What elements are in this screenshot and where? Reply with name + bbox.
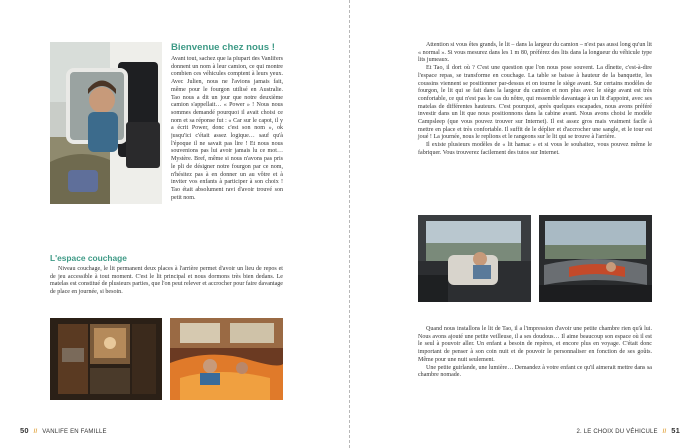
right-paragraph-3: Il existe plusieurs modèles de « lit hamac » et si vous le souhaitez, vous pouvez même le fabriquer. Vous trouverez facilement des tutos sur Internet. [418, 142, 652, 156]
intro-text-column [171, 56, 283, 244]
intro-paragraph: Avant tout, sachez que la plupart des Vanlifers donnent un nom à leur camion, ce qui montre combien ces véhicules comptent à leurs yeux. Avec Julien, nous ne l'avions jamais fait, même pour le fourgon utilisé en Australie. Tao nous a dit un jour que notre deuxième camion s'appellait… « Power » ! Nous nous sommes demandé pourquoi il avait choisi ce nom et sa réponse fut : « Car sur le capot, il y a écrit Power, donc c'est son nom », ok jusqu'ici c'était assez logique… sauf qu'à l'époque il ne savait pas lire ! Et nous nous souvenions pas lui avoir jamais lu ce mot… Mystère. Bref, même si nous n'avons pas pris le pli de désigner notre fourgon par ce nom, n'hésitez pas à en donner un au vôtre et à inviter vos enfants à participer à son choix ! Tao était absolument ravi d'avoir trouvé son petit nom. [171, 56, 283, 201]
right-folio-chapter: 2. LE CHOIX DU VÉHICULE [576, 429, 658, 435]
left-page-number: 50 [20, 426, 29, 435]
photo-kids-on-bed [170, 318, 283, 400]
photo-child-in-van-window [50, 42, 162, 204]
left-folio [20, 426, 107, 435]
heading-welcome: Bienvenue chez nous ! [171, 42, 275, 53]
right-paragraph-5: Une petite guirlande, une lumière… Demandez à votre enfant ce qu'il aimerait mettre dans sa chambre nomade. [418, 364, 652, 379]
right-paragraph-1: Attention si vous êtes grands, le lit – dans la largeur du camion – n'est pas aussi long qu'un lit « normal ». Si vous mesurez dans les 1 m 80, préférez des lits dans la longueur du véhicule type lits jumeaux. [418, 42, 652, 64]
sleeping-text-block [50, 266, 283, 297]
right-paragraph-2: Et Tao, il dort où ? C'est une question que l'on nous pose souvent. La dînette, c'est-à-dire l'espace repas, se transforme en couchage. La table se baisse à hauteur de la banquette, les coussins viennent se positionner par-dessus et on tourne le siège avant. Sur certains modèles de fourgon, le lit qui se fait dans la largeur du camion et non plus avec le siège avant est très confortable, ce qui n'est pas le cas du nôtre, qui ressemble davantage à un lit d'appoint, avec ses matelas de différentes hauteurs. C'est pourquoi, après quelques escapades, nous avons préféré investir dans un lit que nous positionnons dans la cabine avant. Nous avons choisi le modèle Campsleep (que vous pouvez trouver sur Internet). Il est assez gros mais vraiment facile à mettre en place et très confortable. Il suffit de le déplier et d'accrocher une sangle, et le tour est joué ! La journée, nous le replions et le rangeons sur le lit qui se trouve à l'arrière. [418, 65, 652, 141]
photo-hammock-bed-in-cab [539, 215, 652, 302]
right-folio-separator: // [662, 429, 667, 435]
right-paragraph-4: Quand nous installons le lit de Tao, il a l'impression d'avoir une petite chambre rien qu'à lui. Nous avons ajouté une petite veilleuse, il a ses doudous… Il aime beaucoup son espace où il est le seul à pouvoir aller. Un enfant a besoin de repères, et encore plus en voyage. C'était donc important de penser à son coin nuit et de pouvoir le personnaliser en fonction de ses goûts. Même pour une nuit seulement. [418, 326, 652, 363]
right-folio [576, 426, 680, 435]
heading-sleeping-area: L'espace couchage [50, 253, 127, 263]
left-folio-title: VANLIFE EN FAMILLE [42, 429, 107, 435]
photo-child-in-front-cab [418, 215, 531, 302]
left-folio-separator: // [33, 429, 38, 435]
left-page [0, 0, 349, 448]
right-upper-text-block [418, 42, 652, 158]
right-page-number: 51 [671, 426, 680, 435]
right-lower-text-block [418, 326, 652, 380]
sleeping-paragraph: Niveau couchage, le lit permanent deux places à l'arrière permet d'avoir un lieu de repos et de jeu accessible à tout moment. C'est le lit principal et nous dormons très bien dedans. Le matelas est constitué de plusieurs parties, que l'on peut relever et accrocher pour faire davantage de place en journée, si besoin. [50, 266, 283, 296]
right-page [351, 0, 700, 448]
page-gutter-fold [349, 0, 350, 448]
photo-van-bed-area [50, 318, 162, 400]
